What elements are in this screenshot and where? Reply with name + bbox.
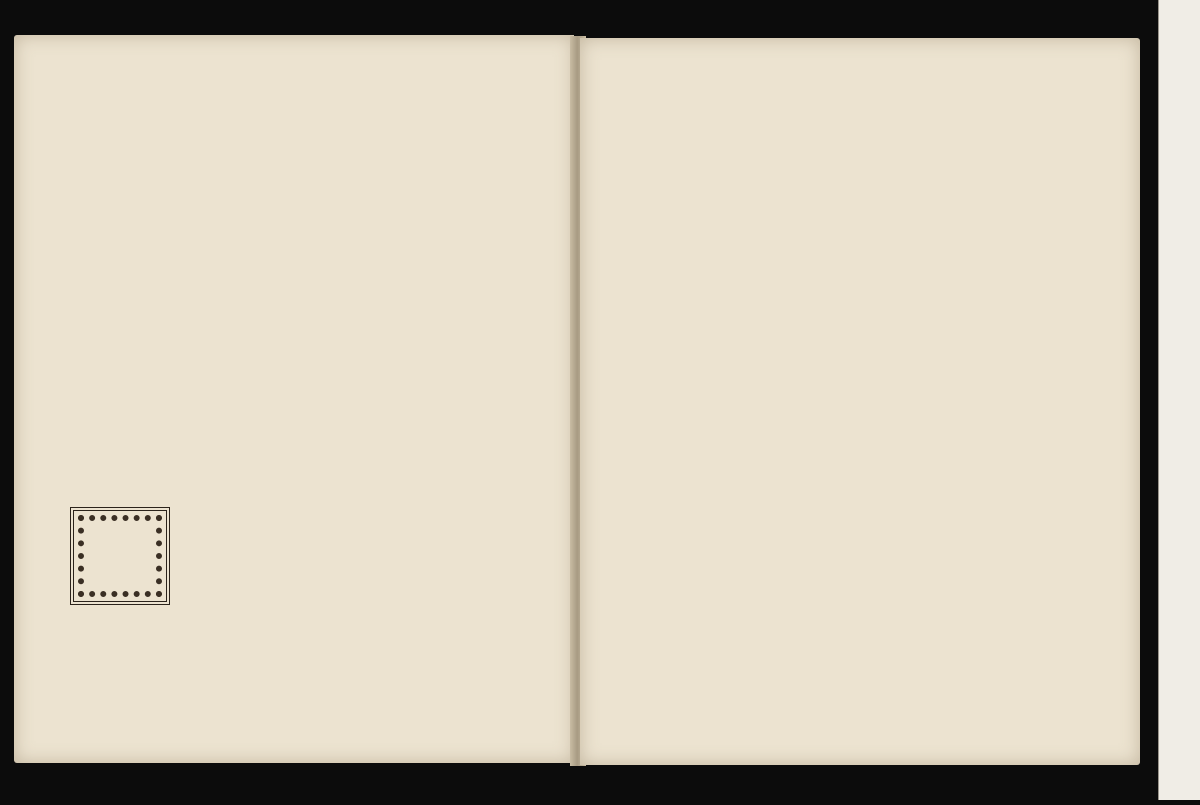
- left-page: [14, 35, 574, 763]
- initial-ornament: [78, 515, 162, 597]
- measurement-ruler: [1158, 0, 1200, 800]
- ruler-ticks: [1159, 0, 1200, 800]
- decorated-initial: [70, 507, 170, 605]
- right-page: [580, 38, 1140, 765]
